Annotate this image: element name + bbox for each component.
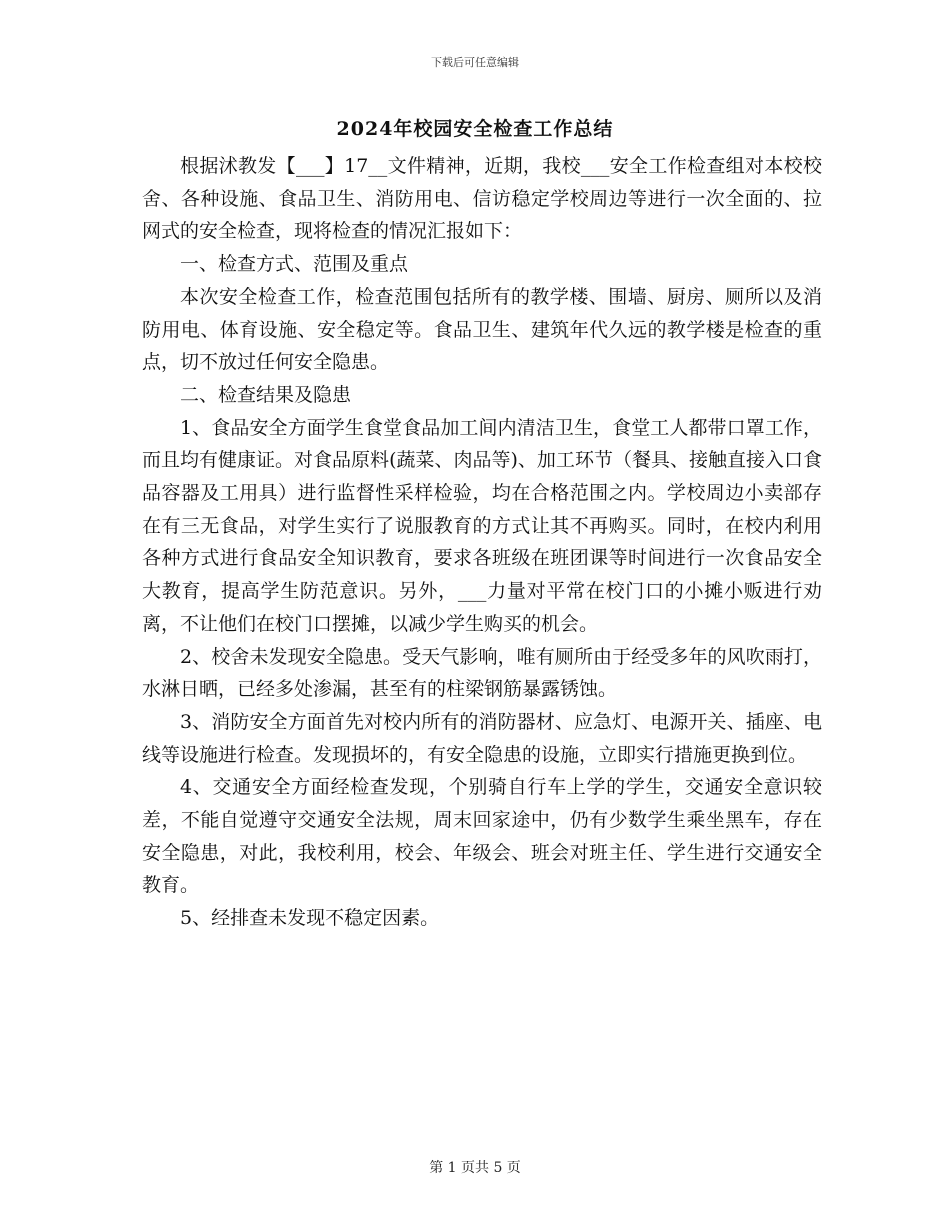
paragraph-intro: 根据沭教发【___】17__文件精神，近期，我校___安全工作检查组对本校校舍、各种设施、食品卫生、消防用电、信访稳定学校周边等进行一次全面的、拉网式的安全检查，现将检查的情况汇报如下： bbox=[142, 155, 822, 243]
paragraph-buildings: 2、校舍未发现安全隐患。受天气影响，唯有厕所由于经受多年的风吹雨打，水淋日晒，已经多处渗漏，甚至有的柱梁钢筋暴露锈蚀。 bbox=[142, 645, 822, 701]
paragraph-scope: 本次安全检查工作，检查范围包括所有的教学楼、围墙、厨房、厕所以及消防用电、体育设施、安全稳定等。食品卫生、建筑年代久远的教学楼是检查的重点，切不放过任何安全隐患。 bbox=[142, 285, 822, 374]
header-note: 下载后可任意编辑 bbox=[431, 56, 519, 69]
paragraph-fire-safety: 3、消防安全方面首先对校内所有的消防器材、应急灯、电源开关、插座、电线等设施进行检查。发现损坏的，有安全隐患的设施，立即实行措施更换到位。 bbox=[142, 710, 822, 766]
paragraph-food-safety: 1、食品安全方面学生食堂食品加工间内清洁卫生，食堂工人都带口罩工作，而且均有健康证。对食品原料(蔬菜、肉品等)、加工环节（餐具、接触直接入口食品容器及工用具）进行监督性采样检验，均在合格范围之内。学校周边小卖部存在有三无食品，对学生实行了说服教育的方式让其不再购买。同时，在校内利用各种方式进行食品安全知识教育，要求各班级在班团课等时间进行一次食品安全大教育，提高学生防范意识。另外，___力量对平常在校门口的小摊小贩进行劝离，不让他们在校门口摆摊，以减少学生购买的机会。 bbox=[142, 416, 822, 635]
section-heading-results: 二、检查结果及隐患 bbox=[180, 383, 352, 406]
document-title: 2024年校园安全检查工作总结 bbox=[336, 118, 614, 140]
document-body bbox=[142, 150, 822, 935]
paragraph-stability: 5、经排查未发现不稳定因素。 bbox=[180, 907, 440, 930]
page-footer: 第 1 页共 5 页 bbox=[429, 1160, 521, 1176]
section-heading-method: 一、检查方式、范围及重点 bbox=[180, 253, 409, 276]
paragraph-traffic-safety: 4、交通安全方面经检查发现，个别骑自行车上学的学生，交通安全意识较差，不能自觉遵守交通安全法规，周末回家途中，仍有少数学生乘坐黑车，存在安全隐患，对此，我校利用，校会、年级会、班会对班主任、学生进行交通安全教育。 bbox=[142, 776, 822, 897]
